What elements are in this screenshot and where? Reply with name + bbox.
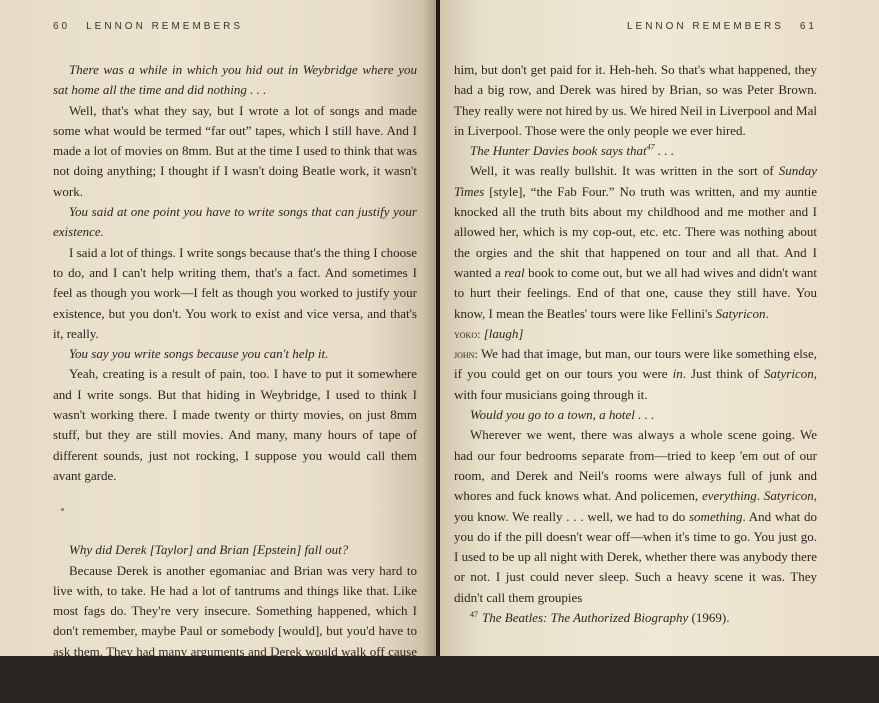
question-town-hotel: Would you go to a town, a hotel . . . (470, 407, 655, 423)
hotel-text-a: Wherever we went, there was always a whole scene going. We had our four bedrooms separate from—tried to keep 'em out of our room, and Derek and Neil's rooms were always full of junk and whores and fuck knows what. And policemen, (454, 427, 817, 504)
answer-justify: I said a lot of things. I write songs because that's the thing I choose to do, and I can't help writing them, that's a fact. And sometimes I feel as though you work—I felt as though you worked to justify your existence, but you don't. You work to exist and vice versa, and that's it, really. (53, 244, 417, 341)
right-page-text (454, 60, 817, 628)
emphasis-real: real (504, 264, 525, 280)
answer-hunter-davies (454, 161, 817, 323)
sunday-times-title: Sunday Times (454, 163, 817, 199)
question-derek-brian: Why did Derek [Taylor] and Brian [Epstein] fall out? (69, 542, 349, 558)
page-number-left: 60 (53, 21, 71, 32)
john-text-e: , with four musicians going through it. (454, 366, 817, 402)
question-justify: You said at one point you have to write songs that can justify your existence. (53, 204, 417, 240)
question-weybridge: There was a while in which you hid out in Weybridge where you sat home all the time and did nothing . . . (53, 62, 417, 98)
question-hunter-davies-text: The Hunter Davies book says that (470, 143, 647, 159)
yoko-line (454, 324, 817, 344)
answer-text-c: [style], “the Fab Four.” No truth was written, and my auntie knocked all the truth bits about my childhood and me mother and I allowed her, which is my cop-out, etc. etc. There was nothing about the orgies and the shit that happened on tour and all that. And I wanted a (454, 183, 817, 280)
question-ellipsis: . . . (654, 143, 675, 159)
hotel-text-g: . And what do you do if the pill doesn't wear off—when it's time to go. You just go. I used to be up all night with Derek, whether there was anybody there or not. I just could never sleep. Such a heavy scene it was. They didn't call them groupies (454, 508, 817, 605)
speaker-yoko: yoko: (454, 326, 481, 341)
section-break (53, 486, 417, 540)
satyricon-title: Satyricon (715, 305, 766, 321)
speaker-john: john: (454, 347, 478, 362)
hotel-text-c: . (756, 488, 764, 504)
left-running-head (53, 20, 417, 34)
satyricon-title-2: Satyricon (763, 366, 814, 382)
question-cant-help: You say you write songs because you can't help it. (69, 346, 329, 362)
right-running-head (454, 20, 817, 34)
section-dot (61, 508, 64, 511)
footnote (454, 608, 817, 628)
left-page-text (53, 60, 417, 703)
answer-weybridge: Well, that's what they say, but I wrote a lot of songs and made some what would be termed “far out” tapes, which I still have. And I made a lot of movies on 8mm. But at the time I used to think that was not doing anything; I thought if I wasn't doing Beatle work, it wasn't work. (53, 102, 417, 199)
yoko-laugh: [laugh] (483, 325, 524, 341)
john-text-c: . Just think of (682, 366, 764, 382)
answer-text-a: Well, it was really bullshit. It was written in the sort of (470, 163, 779, 179)
answer-cant-help: Yeah, creating is a result of pain, too. I have to put it somewhere and I write songs. But that hiding in Weybridge, I used to think I wasn't working there. I made twenty or thirty movies, on just 8mm stuff, but they are still movies. And many, many hours of tape of different sounds, just not rocking, I suppose you would call them avant garde. (53, 366, 417, 483)
john-text-a: We had that image, but man, our tours were like something else, if you could get on our tours you were (454, 346, 817, 382)
satyricon-title-3: Satyricon (763, 488, 814, 504)
running-head-title-left: LENNON REMEMBERS (86, 21, 244, 32)
answer-town-hotel (454, 425, 817, 608)
emphasis-something: something (689, 508, 743, 524)
right-page (440, 0, 879, 656)
page-number-right: 61 (799, 21, 817, 32)
footnote-ref: 47 (646, 142, 655, 152)
left-page (0, 0, 436, 700)
answer-derek-brian: Because Derek is another egomaniac and Brian was very hard to live with, to take. He had a lot of tantrums and things like that. Like most fags do. They're very insecure. Something happened, which I don't remember, maybe Paul or somebody [would], but you'd have to ask them. They had many arguments and Derek would walk off cause he was too proud to do certain jobs. It's the same now. And I don't blame (53, 562, 417, 700)
emphasis-in: in (672, 366, 683, 382)
answer-text-g: . (765, 305, 769, 321)
footnote-year: (1969). (688, 610, 730, 626)
footnote-number: 47 (470, 609, 478, 619)
hotel-text-e: , you know. We really . . . well, we had to do (454, 488, 817, 524)
footnote-title: The Beatles: The Authorized Biography (482, 610, 689, 626)
emphasis-everything: everything (701, 488, 757, 504)
john-line (454, 344, 817, 405)
answer-text-e: book to come out, but we all had wives and didn't want to hurt their feelings. End of that one, cause they still have. You know, I mean the Beatles' tours were like Fellini's (454, 264, 817, 321)
running-head-title-right: LENNON REMEMBERS (626, 21, 784, 32)
question-hunter-davies (454, 141, 817, 161)
continued-paragraph: him, but don't get paid for it. Heh-heh. So that's what happened, they had a big row, and Derek was hired by Brian, so was Peter Brown. They really were not hired by us. We hired Neil in Liverpool and Mal in Liverpool. Those were the only people we ever hired. (454, 62, 817, 138)
